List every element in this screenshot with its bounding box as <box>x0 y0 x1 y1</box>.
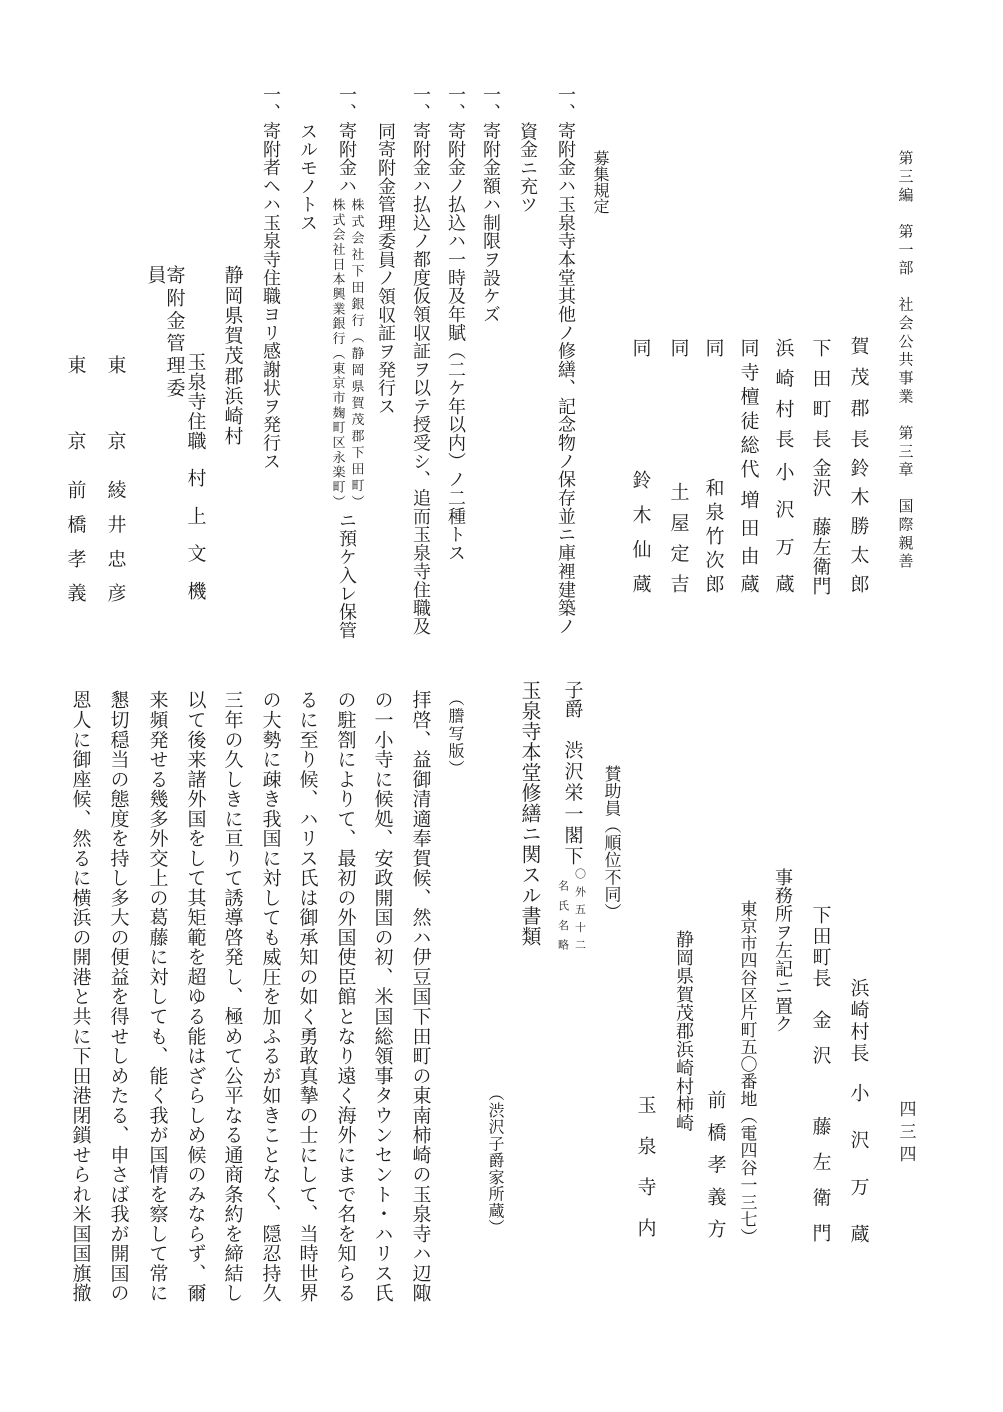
body-line: 三年の久しきに亘りて誘導啓発し、極めて公平なる通商条約を締結し <box>221 690 244 1302</box>
supporter-note: 〇外五十二 <box>573 868 587 950</box>
regulation-line: 一、寄附者ヘハ玉泉寺住職ヨリ感謝状ヲ発行ス <box>260 85 281 471</box>
regulation-line: 資金ニ充ツ <box>517 122 538 214</box>
promoter-name: 鈴木仙蔵 <box>629 470 652 593</box>
body-line: 懇切穏当の態度を持し多大の便益を得せしめたる、申さば我が開国の <box>107 690 130 1302</box>
promoter-title: 同 <box>702 338 725 357</box>
promoter-title: 浜崎村長 <box>847 978 870 1062</box>
deposit-continuation: スルモノトス <box>297 122 318 233</box>
committee-member-place: 東京 <box>64 355 87 450</box>
supporter-note: 名氏名略 <box>556 880 570 950</box>
promoter-title: 同 <box>629 338 652 357</box>
issuer-name: 村上文機 <box>184 468 207 600</box>
office-tokyo-address: 東京市四谷区片町五〇番地（電四谷一三七） <box>736 900 757 1245</box>
document-source: （渋沢子爵家所蔵） <box>486 1085 505 1235</box>
running-title: 第三編 第一部 社会公共事業 第三章 国際親善 <box>896 150 915 568</box>
promoter-name: 土屋定吉 <box>667 482 690 593</box>
promoter-name: 和泉竹次郎 <box>702 478 725 593</box>
regulation-line: 一、寄附金ノ払込ハ一時及年賦（二ケ年以内）ノ二種トス <box>445 85 466 563</box>
body-line: の一小寺に候処、安政開国の初、米国総領事タウンセント・ハリス氏 <box>371 690 394 1302</box>
issuer-place: 静岡県賀茂郡浜崎村 <box>221 265 244 445</box>
deposit-tail: ニ預ケ入レ保管 <box>336 511 357 640</box>
body-line: の駐劄によりて、最初の外国使臣館となり遠く海外にまで名を知らる <box>334 690 357 1302</box>
regulations-heading: 募集規定 <box>591 150 610 214</box>
body-line: の大勢に疎き我国に対しても威圧を加ふるが如きことなく、隠忍持久 <box>259 690 282 1302</box>
regulation-line: 一、寄附金額ハ制限ヲ設ケズ <box>480 85 501 324</box>
deposit-bank-shimoda: 株式会社下田銀行（静岡県賀茂郡下田町） <box>348 198 364 508</box>
body-line: 拝啓、益御清適奉賀候、然ハ伊豆国下田町の東南柿崎の玉泉寺ハ辺陬 <box>409 690 432 1302</box>
issuer-role: 玉泉寺住職 <box>184 352 207 450</box>
supporter-name: 渋沢栄一閣下 <box>561 740 584 865</box>
promoter-title: 同 <box>667 338 690 357</box>
promoter-title: 同寺檀徒総代 <box>737 338 760 478</box>
regulation-line: 一、寄附金ハ払込ノ都度仮領収証ヲ以テ授受シ、追而玉泉寺住職及 <box>410 85 431 636</box>
document-title: 玉泉寺本堂修繕ニ関スル書類 <box>518 680 542 946</box>
office-local-care-of: 玉泉寺内 <box>634 1095 657 1237</box>
promoter-title: 下田町長 <box>809 905 832 987</box>
committee-member-name: 綾井忠彦 <box>104 480 127 602</box>
deposit-lead: 一、寄附金ハ <box>336 85 357 196</box>
body-line: るに至り候、ハリス氏は御承知の如く勇敢真摯の士にして、当時世界 <box>296 690 319 1302</box>
body-line: 恩人に御座候、然るに横浜の開港と共に下田港閉鎖せられ米国国旗撤 <box>69 690 92 1302</box>
body-line: 以て後来諸外国をして其矩範を超ゆる能はざらしめ候のみならず、爾 <box>184 690 207 1302</box>
promoter-name: 増田由蔵 <box>737 490 760 593</box>
promoter-name: 小沢万蔵 <box>847 1083 870 1243</box>
supporter-rank: 子爵 <box>561 680 584 718</box>
regulation-line: 同寄附金管理委員ノ領収証ヲ発行ス <box>375 122 396 416</box>
body-line: 来頻発せる幾多外交上の葛藤に対しても、能く我が国情を察して常に <box>146 690 169 1302</box>
promoter-name: 鈴木勝太郎 <box>847 458 870 593</box>
regulation-line: 一、寄附金ハ玉泉寺本堂其他ノ修繕、記念物ノ保存並ニ庫裡建築ノ <box>555 85 576 636</box>
page-number: 四三四 <box>895 1100 916 1162</box>
promoter-title: 浜崎村長 <box>772 338 795 448</box>
committee-heading: 寄附金管理委員 <box>144 265 186 397</box>
promoter-title: 下田町長 <box>809 338 832 448</box>
supporters-heading: 賛助員（順位不同） <box>600 765 621 920</box>
committee-member-name: 前橋孝義 <box>64 480 87 602</box>
document-format: （謄写版） <box>446 690 465 776</box>
deposit-bank-kogyo: 株式会社日本興業銀行（東京市麹町区永楽町） <box>329 198 345 508</box>
promoter-title: 賀茂郡長 <box>847 336 870 448</box>
promoter-name: 金沢 藤左衛門 <box>809 1010 832 1242</box>
promoter-name: 小沢万蔵 <box>772 462 795 593</box>
office-local-address: 静岡県賀茂郡浜崎村柿崎 <box>673 930 694 1132</box>
promoter-name: 金沢 藤左衛門 <box>809 458 832 595</box>
committee-member-place: 東京 <box>104 355 127 450</box>
office-heading: 事務所ヲ左記ニ置ク <box>772 868 793 1034</box>
office-tokyo-care-of: 前橋孝義方 <box>704 1090 727 1238</box>
